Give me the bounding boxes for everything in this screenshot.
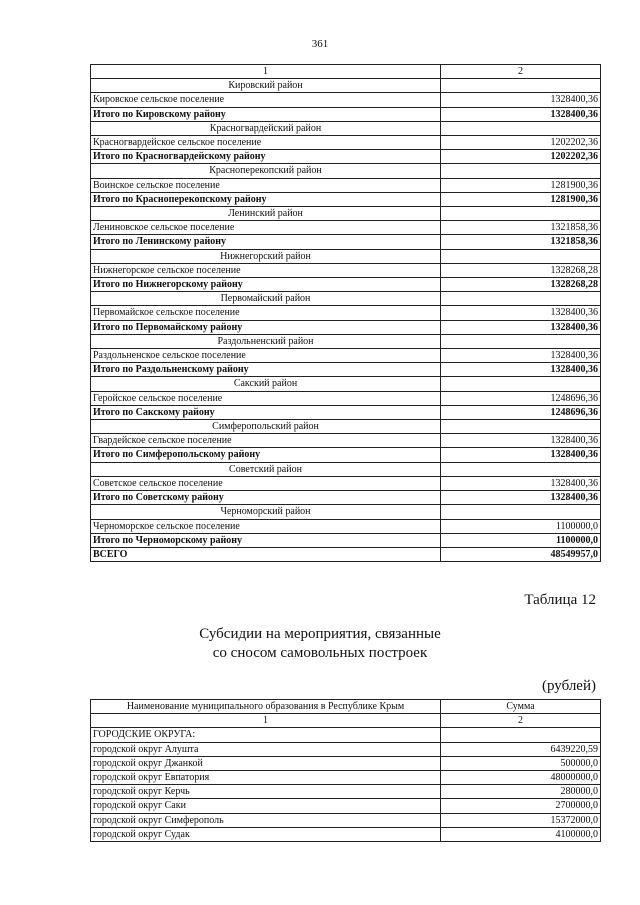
column-number-2: 2 <box>441 65 601 79</box>
row-amount-cell: 1202202,36 <box>441 136 601 150</box>
table-row <box>91 813 601 827</box>
row-amount-cell: 1328400,36 <box>441 107 601 121</box>
row-name-cell: Итого по Раздольненскому району <box>91 363 441 377</box>
row-amount-cell <box>441 462 601 476</box>
row-name-cell: ВСЕГО <box>91 547 441 561</box>
row-name-cell: Ленинский район <box>91 207 441 221</box>
total-row <box>91 405 601 419</box>
row-name-cell: городской округ Джанкой <box>91 756 441 770</box>
row-amount-cell <box>441 420 601 434</box>
row-amount-cell <box>441 292 601 306</box>
demolition-subsidy-table-body <box>91 700 601 842</box>
row-name-cell: Черноморское сельское поселение <box>91 519 441 533</box>
row-amount-cell: 1328400,36 <box>441 349 601 363</box>
row-name-cell: Первомайское сельское поселение <box>91 306 441 320</box>
row-name-cell: Геройское сельское поселение <box>91 391 441 405</box>
row-amount-cell: 15372000,0 <box>441 813 601 827</box>
table-row <box>91 756 601 770</box>
row-amount-cell: 1328400,36 <box>441 320 601 334</box>
table-row <box>91 136 601 150</box>
row-name-cell: городской округ Алушта <box>91 742 441 756</box>
row-amount-cell <box>441 377 601 391</box>
row-amount-cell: 4100000,0 <box>441 827 601 841</box>
row-amount-cell <box>441 728 601 742</box>
district-header-row <box>91 79 601 93</box>
row-name-cell: Итого по Советскому району <box>91 491 441 505</box>
row-name-cell: Советское сельское поселение <box>91 476 441 490</box>
district-header-row <box>91 334 601 348</box>
subsidy-table-continued <box>90 64 601 562</box>
row-name-cell: Красногвардейский район <box>91 121 441 135</box>
total-row <box>91 547 601 561</box>
row-amount-cell: 48549957,0 <box>441 547 601 561</box>
row-name-cell: Симферопольский район <box>91 420 441 434</box>
district-header-row <box>91 292 601 306</box>
row-name-cell: Красноперекопский район <box>91 164 441 178</box>
column-number-row <box>91 65 601 79</box>
table-row <box>91 306 601 320</box>
row-name-cell: городской округ Симферополь <box>91 813 441 827</box>
row-name-cell: Итого по Первомайскому району <box>91 320 441 334</box>
total-row <box>91 235 601 249</box>
row-name-cell: Итого по Кировскому району <box>91 107 441 121</box>
column-number-1: 1 <box>91 714 441 728</box>
row-amount-cell: 1202202,36 <box>441 150 601 164</box>
table-title-line-1: Субсидии на мероприятия, связанные <box>199 626 441 642</box>
table-row <box>91 476 601 490</box>
table-row <box>91 519 601 533</box>
row-amount-cell: 48000000,0 <box>441 771 601 785</box>
table-row <box>91 434 601 448</box>
row-amount-cell: 500000,0 <box>441 756 601 770</box>
row-name-cell: Советский район <box>91 462 441 476</box>
column-header-row <box>91 700 601 714</box>
row-name-cell: Кировское сельское поселение <box>91 93 441 107</box>
table-title-line-2: со сносом самовольных построек <box>212 645 428 661</box>
row-amount-cell: 1248696,36 <box>441 405 601 419</box>
row-name-cell: Черноморский район <box>91 505 441 519</box>
row-amount-cell: 1328268,28 <box>441 263 601 277</box>
row-amount-cell: 1100000,0 <box>441 519 601 533</box>
row-name-cell: городской округ Саки <box>91 799 441 813</box>
row-amount-cell: 2700000,0 <box>441 799 601 813</box>
row-name-cell: ГОРОДСКИЕ ОКРУГА: <box>91 728 441 742</box>
row-name-cell: Лениновское сельское поселение <box>91 221 441 235</box>
row-name-cell: Итого по Сакскому району <box>91 405 441 419</box>
district-header-row <box>91 377 601 391</box>
row-amount-cell <box>441 121 601 135</box>
table-row <box>91 771 601 785</box>
subsidy-table-body <box>91 65 601 562</box>
total-row <box>91 150 601 164</box>
total-row <box>91 533 601 547</box>
row-amount-cell <box>441 164 601 178</box>
district-header-row <box>91 121 601 135</box>
row-amount-cell: 1328400,36 <box>441 93 601 107</box>
total-row <box>91 278 601 292</box>
table-row <box>91 263 601 277</box>
row-name-cell: Сакский район <box>91 377 441 391</box>
row-name-cell: Итого по Черноморскому району <box>91 533 441 547</box>
row-amount-cell: 1328400,36 <box>441 306 601 320</box>
row-amount-cell: 1328400,36 <box>441 448 601 462</box>
row-name-cell: Гвардейское сельское поселение <box>91 434 441 448</box>
total-row <box>91 363 601 377</box>
row-name-cell: Итого по Ленинскому району <box>91 235 441 249</box>
total-row <box>91 320 601 334</box>
table-row <box>91 799 601 813</box>
row-amount-cell <box>441 249 601 263</box>
row-amount-cell: 1328400,36 <box>441 363 601 377</box>
district-header-row <box>91 505 601 519</box>
row-amount-cell <box>441 207 601 221</box>
row-amount-cell: 1100000,0 <box>441 533 601 547</box>
row-amount-cell: 1321858,36 <box>441 235 601 249</box>
row-amount-cell: 1328268,28 <box>441 278 601 292</box>
column-number-1: 1 <box>91 65 441 79</box>
demolition-subsidy-table <box>90 699 601 842</box>
row-amount-cell <box>441 334 601 348</box>
page-number: 361 <box>311 38 329 50</box>
row-name-cell: Итого по Симферопольскому району <box>91 448 441 462</box>
total-row <box>91 448 601 462</box>
row-amount-cell: 1321858,36 <box>441 221 601 235</box>
row-name-cell: Раздольненский район <box>91 334 441 348</box>
total-row <box>91 491 601 505</box>
row-name-cell: Нижнегорский район <box>91 249 441 263</box>
row-amount-cell: 1328400,36 <box>441 491 601 505</box>
row-name-cell: Итого по Красноперекопскому району <box>91 192 441 206</box>
table-row <box>91 221 601 235</box>
total-row <box>91 192 601 206</box>
row-amount-cell: 280000,0 <box>441 785 601 799</box>
table-row <box>91 785 601 799</box>
row-name-cell: Красногвардейское сельское поселение <box>91 136 441 150</box>
table-row <box>91 178 601 192</box>
district-header-row <box>91 462 601 476</box>
table-row <box>91 93 601 107</box>
row-amount-cell: 1281900,36 <box>441 192 601 206</box>
table-row <box>91 349 601 363</box>
row-name-cell: городской округ Евпатория <box>91 771 441 785</box>
column-number-row <box>91 714 601 728</box>
row-name-cell: Кировский район <box>91 79 441 93</box>
total-row <box>91 107 601 121</box>
row-amount-cell: 1248696,36 <box>441 391 601 405</box>
table-row <box>91 742 601 756</box>
unit-note: (рублей) <box>541 678 596 694</box>
row-amount-cell: 1328400,36 <box>441 476 601 490</box>
table-row <box>91 827 601 841</box>
row-amount-cell: 1328400,36 <box>441 434 601 448</box>
row-amount-cell: 6439220,59 <box>441 742 601 756</box>
row-name-cell: городской округ Керчь <box>91 785 441 799</box>
row-name-cell: Итого по Нижнегорскому району <box>91 278 441 292</box>
row-name-cell: городской округ Судак <box>91 827 441 841</box>
table-label: Таблица 12 <box>524 592 596 608</box>
district-header-row <box>91 207 601 221</box>
column-number-2: 2 <box>441 714 601 728</box>
row-amount-cell <box>441 505 601 519</box>
district-header-row <box>91 164 601 178</box>
row-name-cell: Воинское сельское поселение <box>91 178 441 192</box>
row-amount-cell: 1281900,36 <box>441 178 601 192</box>
row-amount-cell <box>441 79 601 93</box>
row-name-cell: Итого по Красногвардейскому району <box>91 150 441 164</box>
row-name-cell: Раздольненское сельское поселение <box>91 349 441 363</box>
column-header-name: Наименование муниципального образования в Республике Крым <box>91 700 441 714</box>
column-header-amount: Сумма <box>441 700 601 714</box>
row-name-cell: Первомайский район <box>91 292 441 306</box>
table-row <box>91 391 601 405</box>
section-header-row <box>91 728 601 742</box>
row-name-cell: Нижнегорское сельское поселение <box>91 263 441 277</box>
district-header-row <box>91 249 601 263</box>
district-header-row <box>91 420 601 434</box>
